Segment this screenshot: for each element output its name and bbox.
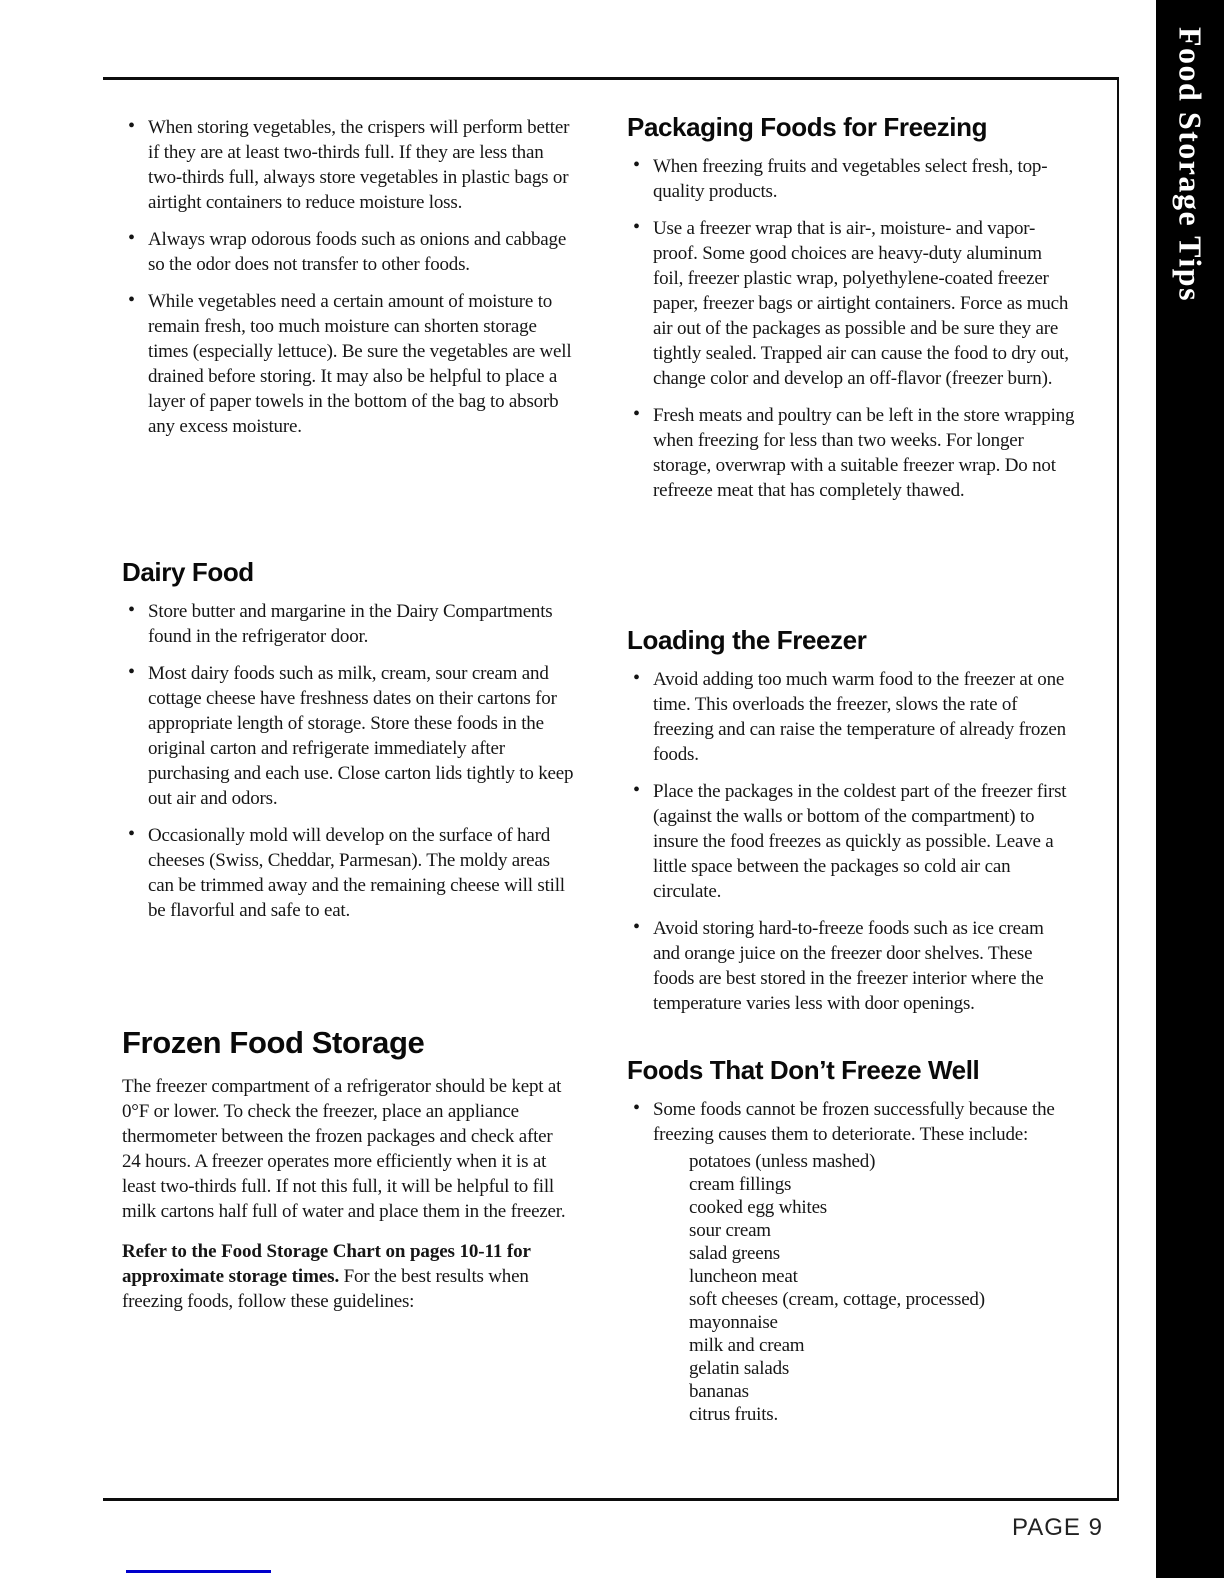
section-frozen-food-storage: [122, 1026, 574, 1314]
section-loading-freezer: [627, 626, 1075, 1028]
frozen-storage-paragraph: The freezer compartment of a refrigerator should be kept at 0°F or lower. To check the freezer, place an appliance thermometer between the frozen packages and check after 24 hours. A freezer operates more efficiently when it is at least two-thirds full. If not this full, it will be helpful to fill milk cartons half full of water and place them in the freezer.: [122, 1075, 566, 1222]
food-item: gelatin salads: [689, 1358, 790, 1380]
food-item: milk and cream: [689, 1335, 805, 1357]
list-item: • When freezing fruits and vegetables select fresh, top-quality products.: [627, 154, 1075, 204]
chapter-tab-title: Food Storage Tips: [1172, 27, 1209, 303]
food-item: luncheon meat: [689, 1266, 798, 1288]
list-item: • Occasionally mold will develop on the surface of hard cheeses (Swiss, Cheddar, Parmesan). The moldy areas can be trimmed away and the remaining cheese will still be flavorful and safe to eat.: [122, 823, 574, 923]
food-item: cooked egg whites: [689, 1197, 828, 1219]
non-freezable-foods: [689, 1150, 1075, 1426]
dairy-food-list: [122, 599, 574, 923]
content-frame: [103, 77, 1119, 1501]
section-heading-packaging-foods: Packaging Foods for Freezing: [627, 112, 988, 142]
list-item: • Fresh meats and poultry can be left in the store wrapping when freezing for less than two weeks. For longer storage, overwrap with a suitable freezer wrap. Do not refreeze meat that has completely thawed.: [627, 403, 1075, 503]
section-foods-dont-freeze: [627, 1056, 1075, 1438]
food-item: cream fillings: [689, 1174, 792, 1196]
storage-chart-note: [122, 1239, 574, 1314]
list-item: • When storing vegetables, the crispers will perform better if they are at least two-thirds full. If they are less than two-thirds full, always store vegetables in plastic bags or airtight containers to reduce moisture loss.: [122, 115, 574, 215]
section-heading-frozen-food-storage: Frozen Food Storage: [122, 1025, 425, 1060]
section-vegetable-tips: [122, 115, 574, 451]
loading-freezer-list: [627, 667, 1075, 1016]
footer-accent-line: [126, 1570, 271, 1573]
storage-chart-note-bold: Refer to the Food Storage Chart on pages 10-11 for approximate storage times.: [122, 1240, 531, 1287]
section-packaging-foods: [627, 113, 1075, 515]
page-number: PAGE 9: [1012, 1514, 1103, 1541]
list-item: [627, 1097, 1075, 1426]
food-item: bananas: [689, 1381, 749, 1403]
list-item: • Place the packages in the coldest part of the freezer first (against the walls or bottom of the compartment) to insure the food freezes as quickly as possible. Leave a little space between the packages so cold air can circulate.: [627, 779, 1075, 904]
list-item: • Avoid adding too much warm food to the freezer at one time. This overloads the freezer, slows the rate of freezing and can raise the temperature of already frozen foods.: [627, 667, 1075, 767]
section-heading-dairy-food: Dairy Food: [122, 557, 254, 587]
food-item: sour cream: [689, 1220, 771, 1242]
storage-chart-note-rest: For the best results when freezing foods, follow these guidelines:: [122, 1265, 529, 1312]
list-item: • Store butter and margarine in the Dairy Compartments found in the refrigerator door.: [122, 599, 574, 649]
section-dairy-food: [122, 558, 574, 935]
list-item: • Most dairy foods such as milk, cream, sour cream and cottage cheese have freshness dates on their cartons for appropriate length of storage. Store these foods in the original carton and refrigerate immediately after purchasing and each use. Close carton lids tightly to keep out air and odors.: [122, 661, 574, 811]
food-item: mayonnaise: [689, 1312, 778, 1334]
packaging-foods-list: [627, 154, 1075, 503]
food-item: citrus fruits.: [689, 1404, 779, 1426]
foods-dont-freeze-intro: Some foods cannot be frozen successfully because the freezing causes them to deteriorate. These include:: [653, 1099, 1055, 1146]
section-heading-foods-dont-freeze: Foods That Don’t Freeze Well: [627, 1055, 980, 1085]
food-item: potatoes (unless mashed): [689, 1151, 876, 1173]
vegetable-tips-list: [122, 115, 574, 439]
foods-dont-freeze-list: [627, 1097, 1075, 1426]
list-item: • Use a freezer wrap that is air-, moisture- and vapor-proof. Some good choices are heavy-duty aluminum foil, freezer plastic wrap, polyethylene-coated freezer paper, freezer bags or airtight containers. Force as much air out of the packages as possible and be sure they are tightly sealed. Trapped air can cause the food to dry out, change color and develop an off-flavor (freezer burn).: [627, 216, 1075, 391]
chapter-edge-tab: [1156, 0, 1224, 1578]
list-item: • Avoid storing hard-to-freeze foods such as ice cream and orange juice on the freezer door shelves. These foods are best stored in the freezer interior where the temperature varies less with door openings.: [627, 916, 1075, 1016]
section-heading-loading-freezer: Loading the Freezer: [627, 625, 867, 655]
list-item: • While vegetables need a certain amount of moisture to remain fresh, too much moisture can shorten storage times (especially lettuce). Be sure the vegetables are well drained before storing. It may also be helpful to place a layer of paper towels in the bottom of the bag to absorb any excess moisture.: [122, 289, 574, 439]
list-item: • Always wrap odorous foods such as onions and cabbage so the odor does not transfer to other foods.: [122, 227, 574, 277]
food-item: soft cheeses (cream, cottage, processed): [689, 1289, 985, 1311]
food-item: salad greens: [689, 1243, 780, 1265]
